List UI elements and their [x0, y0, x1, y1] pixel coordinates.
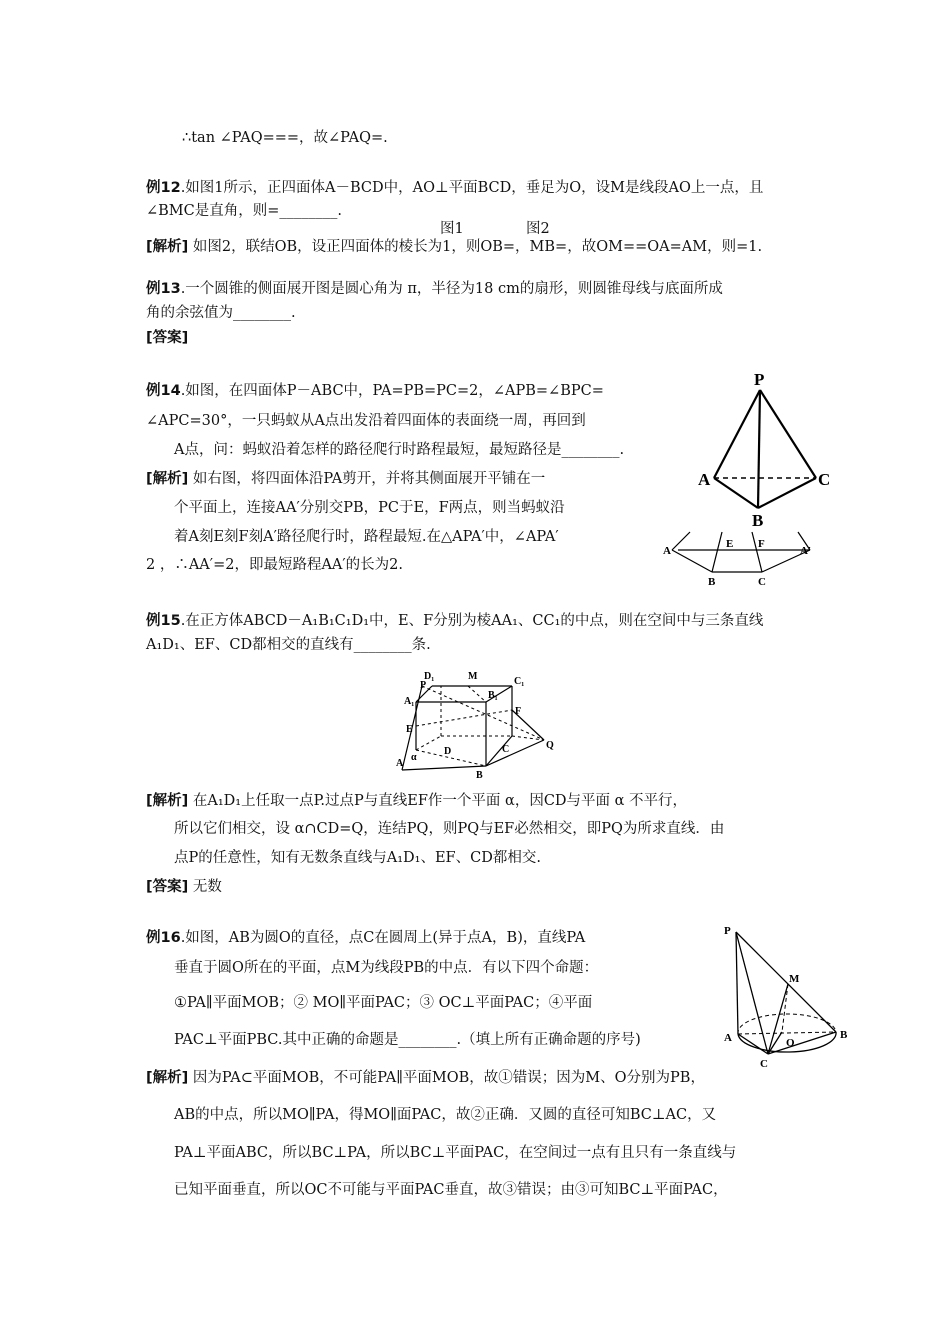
figure-2-caption: 图2 — [526, 221, 550, 237]
solution-tag: [解析] — [146, 471, 189, 487]
example-14-line-1: 例14.如图，在四面体P－ABC中，PA=PB=PC=2，∠APB=∠BPC= — [146, 383, 604, 399]
circle-m-label: M — [789, 973, 800, 985]
example-16-solution-1: [解析] 因为PA⊂平面MOB，不可能PA∥平面MOB，故①错误；因为M、O分别为PB， — [146, 1070, 705, 1086]
example-16-line-3: ①PA∥平面MOB；② MO∥平面PAC；③ OC⊥平面PAC；④平面 — [174, 995, 593, 1011]
net-b-label: B — [708, 576, 716, 588]
cube-alpha-label: α — [411, 752, 417, 763]
circle-b-label: B — [840, 1029, 848, 1041]
example-16-line-1: 例16.如图，AB为圆O的直径，点C在圆周上(异于点A，B)，直线PA — [146, 930, 586, 946]
solution-tag: [解析] — [146, 793, 189, 809]
example-16-solution-4: 已知平面垂直，所以OC不可能与平面PAC垂直，故③错误；由③可知BC⊥平面PAC， — [174, 1182, 728, 1198]
tetrahedron-figure — [690, 368, 840, 533]
circle-o-label: O — [786, 1037, 795, 1049]
cube-c1-label: C₁ — [514, 676, 525, 687]
example-15-solution-2: 所以它们相交，设 α∩CD=Q，连结PQ，则PQ与EF必然相交，即PQ为所求直线．由 — [174, 821, 725, 837]
example-12-line-2: ∠BMC是直角，则=________. — [146, 203, 343, 219]
solution-tag: [解析] — [146, 239, 189, 255]
example-15-answer: [答案] 无数 — [146, 879, 222, 895]
example-label: 例14 — [146, 383, 181, 399]
net-a-label: A — [663, 545, 671, 557]
point-p-label: P — [754, 370, 765, 389]
answer-tag: [答案] — [146, 330, 189, 346]
circle-a-label: A — [724, 1032, 732, 1044]
point-b-label: B — [752, 511, 764, 530]
cube-d1-label: D₁ — [424, 671, 435, 682]
cube-b1-label: B₁ — [488, 690, 498, 701]
cube-d-label: D — [444, 746, 452, 757]
figure-1-caption: 图1 — [440, 221, 464, 237]
example-13-line-1: 例13.一个圆锥的侧面展开图是圆心角为 π，半径为18 cm的扇形，则圆锥母线与底面所成 — [146, 281, 723, 297]
example-13-line-2: 角的余弦值为________. — [146, 305, 296, 321]
example-15-line-1: 例15.在正方体ABCD－A₁B₁C₁D₁中，E、F分别为棱AA₁、CC₁的中点，则在空间中与三条直线 — [146, 613, 764, 629]
cube-p-label: P — [420, 680, 427, 691]
example-label: 例15 — [146, 613, 181, 629]
net-f-label: F — [758, 538, 765, 550]
example-16-line-4: PAC⊥平面PBC.其中正确的命题是________.（填上所有正确命题的序号) — [174, 1032, 641, 1048]
net-c-label: C — [758, 576, 766, 588]
example-label: 例13 — [146, 281, 181, 297]
cube-b-label: B — [476, 770, 483, 780]
cube-c-label: C — [502, 744, 510, 755]
example-14-solution-4: 2 ，∴AA′=2，即最短路程AA′的长为2. — [146, 557, 404, 573]
solution-tag: [解析] — [146, 1070, 189, 1086]
formula-line: ∴tan ∠PAQ===，故∠PAQ=. — [182, 130, 388, 146]
example-12-line-1: 例12.如图1所示，正四面体A－BCD中，AO⊥平面BCD，垂足为O，设M是线段AO上一点，且 — [146, 180, 764, 196]
example-14-solution-2: 个平面上，连接AA′分别交PB，PC于E，F两点，则当蚂蚁沿 — [174, 500, 565, 516]
cube-a1-label: A₁ — [404, 696, 415, 707]
cube-q-label: Q — [546, 740, 554, 751]
example-14-line-2: ∠APC=30°，一只蚂蚁从A点出发沿着四面体的表面绕一周，再回到 — [146, 413, 586, 429]
circle-c-label: C — [760, 1058, 768, 1068]
example-14-solution-1: [解析] 如右图，将四面体沿PA剪开，并将其侧面展开平铺在一 — [146, 471, 546, 487]
point-a-label: A — [698, 470, 711, 489]
example-14-solution-3: 着A刻E刻F刻A′路径爬行时，路程最短.在△APA′中，∠APA′ — [174, 529, 559, 545]
example-label: 例12 — [146, 180, 181, 196]
net-a-prime-label: A′ — [800, 545, 812, 557]
answer-tag: [答案] — [146, 879, 189, 895]
example-15-solution-3: 点P的任意性，知有无数条直线与A₁D₁、EF、CD都相交. — [174, 850, 541, 866]
circle-pyramid-figure — [716, 920, 864, 1068]
example-14-line-3: A点，问：蚂蚁沿着怎样的路径爬行时路程最短，最短路径是________. — [174, 442, 625, 458]
cube-e-label: E — [406, 724, 413, 735]
example-16-line-2: 垂直于圆O所在的平面，点M为线段PB的中点．有以下四个命题： — [174, 960, 599, 976]
example-label: 例16 — [146, 930, 181, 946]
cube-m-label: M — [468, 671, 478, 682]
cube-a-label: A — [396, 758, 404, 769]
example-16-solution-2: AB的中点，所以MO∥PA，得MO∥面PAC，故②正确．又圆的直径可知BC⊥AC，又 — [174, 1107, 717, 1123]
point-c-label: C — [818, 470, 831, 489]
example-15-solution-1: [解析] 在A₁D₁上任取一点P.过点P与直线EF作一个平面 α，因CD与平面 α 不平行， — [146, 793, 688, 809]
net-e-label: E — [726, 538, 734, 550]
cube-figure — [396, 666, 566, 780]
net-figure — [660, 528, 830, 590]
circle-p-label: P — [724, 925, 731, 937]
example-15-line-2: A₁D₁、EF、CD都相交的直线有________条. — [146, 637, 431, 653]
example-12-solution: [解析] 如图2，联结OB，设正四面体的棱长为1，则OB=，MB=，故OM==OA=AM，则=1. — [146, 239, 763, 255]
cube-f-label: F — [515, 706, 522, 717]
example-16-solution-3: PA⊥平面ABC，所以BC⊥PA，所以BC⊥平面PAC，在空间过一点有且只有一条直线与 — [174, 1145, 737, 1161]
